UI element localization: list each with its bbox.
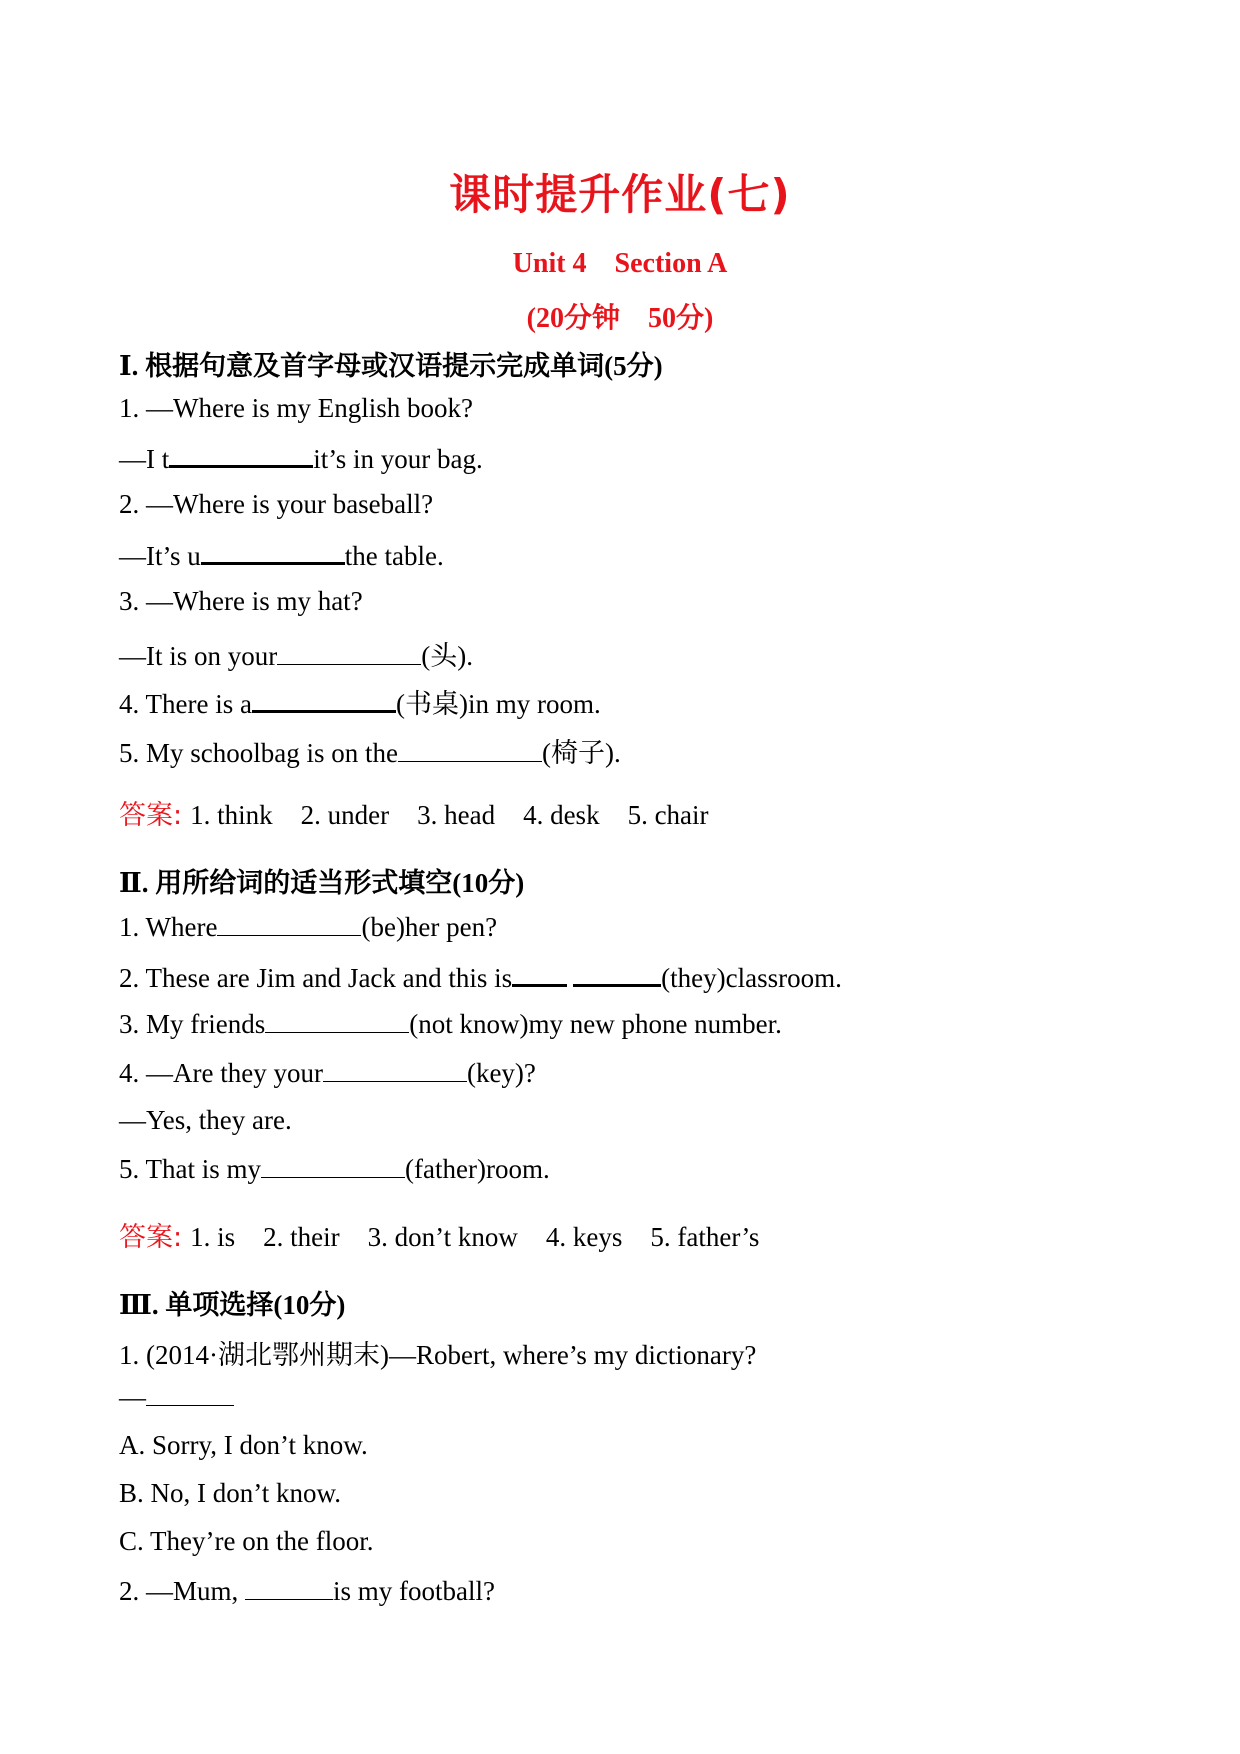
answer-blank[interactable] [146, 1381, 234, 1406]
s1-q2b-pre: —It’s u [119, 541, 201, 571]
s3-option-b: B. No, I don’t know. [119, 1478, 341, 1508]
s1-q3b-pre: —It is on your [119, 641, 278, 671]
answer-blank[interactable] [217, 911, 361, 936]
section2-heading: Ⅱ. 用所给词的适当形式填空(10分) [119, 868, 525, 898]
s2-q4a [119, 1057, 536, 1089]
s3-q1-reply [119, 1381, 234, 1413]
s1-q3b-post: (头). [421, 641, 473, 671]
s2-q5-post: (father)room. [405, 1154, 550, 1184]
answer-blank[interactable] [261, 1153, 405, 1178]
s1-q2b-post: the table. [344, 541, 444, 571]
s1-q3b [119, 634, 473, 673]
s1-q1b-post: it’s in your bag. [313, 444, 483, 474]
s1-q5-pre: 5. My schoolbag is on the [119, 738, 398, 768]
answer-item: 1. is [190, 1222, 236, 1252]
s2-q1-pre: 1. Where [119, 912, 218, 942]
answer-blank[interactable] [169, 441, 313, 468]
answer-label: 答案: [119, 800, 183, 831]
answer-item: 5. father’s [650, 1222, 760, 1252]
page-title: 课时提升作业(七) [449, 170, 791, 219]
s2-q3 [119, 1008, 782, 1040]
s1-q2a: 2. —Where is your baseball? [119, 489, 434, 519]
answer-blank[interactable] [252, 686, 396, 713]
s1-q1b-pre: —I t [119, 444, 170, 474]
s1-q5 [119, 731, 621, 770]
s3-q2-post: is my football? [333, 1576, 495, 1606]
answer-label: 答案: [119, 1222, 183, 1253]
answer-blank[interactable] [245, 1575, 333, 1600]
answer-item: 2. under [300, 800, 390, 830]
answer-blank[interactable] [512, 960, 567, 987]
time-line: (20分钟 50分) [526, 303, 714, 334]
answer-item: 3. don’t know [367, 1222, 518, 1252]
s1-q2b [119, 538, 444, 572]
s2-q4b: —Yes, they are. [119, 1105, 292, 1135]
answer-blank[interactable] [398, 737, 542, 762]
s1-q1b [119, 441, 483, 475]
answer-blank[interactable] [323, 1057, 467, 1082]
answer-blank[interactable] [277, 640, 421, 665]
s2-answers [119, 1215, 787, 1254]
answer-item: 1. think [190, 800, 273, 830]
s2-q4a-pre: 4. —Are they your [119, 1058, 323, 1088]
s1-answers [119, 793, 737, 832]
answer-blank[interactable] [573, 960, 661, 987]
s1-q4-pre: 4. There is a [119, 689, 252, 719]
unit-line: Unit 4 Section A [512, 248, 728, 279]
s1-q3a: 3. —Where is my hat? [119, 586, 363, 616]
section3-heading: Ⅲ. 单项选择(10分) [119, 1290, 346, 1320]
section1-heading: Ⅰ. 根据句意及首字母或汉语提示完成单词(5分) [119, 351, 663, 381]
s3-q2-pre: 2. —Mum, [119, 1576, 239, 1606]
s2-q5 [119, 1153, 550, 1185]
s1-q4-post: (书桌)in my room. [395, 689, 601, 719]
answer-blank[interactable] [265, 1008, 409, 1033]
s1-q1a: 1. —Where is my English book? [119, 393, 473, 423]
s2-q4a-post: (key)? [466, 1058, 536, 1088]
answer-item: 4. desk [523, 800, 600, 830]
answer-blank[interactable] [201, 538, 345, 565]
s2-q2 [119, 960, 842, 994]
s2-q1 [119, 911, 497, 943]
s2-q1-post: (be)her pen? [361, 912, 498, 942]
s3-q2 [119, 1575, 495, 1607]
s2-q3-post: (not know)my new phone number. [409, 1009, 782, 1039]
s2-q5-pre: 5. That is my [119, 1154, 262, 1184]
answer-item: 4. keys [545, 1222, 623, 1252]
answer-item: 2. their [263, 1222, 340, 1252]
s3-option-a: A. Sorry, I don’t know. [119, 1430, 368, 1460]
s1-q4 [119, 682, 601, 721]
s3-q1: 1. (2014·湖北鄂州期末)—Robert, where’s my dictionary? [119, 1340, 757, 1370]
s2-q2-pre: 2. These are Jim and Jack and this is [119, 963, 513, 993]
s1-q5-post: (椅子). [541, 738, 621, 768]
s3-q1-reply-dash: — [119, 1382, 146, 1412]
s2-q3-pre: 3. My friends [119, 1009, 266, 1039]
answer-item: 5. chair [627, 800, 709, 830]
answer-item: 3. head [417, 800, 496, 830]
s2-q2-post: (they)classroom. [661, 963, 842, 993]
s3-option-c: C. They’re on the floor. [119, 1526, 374, 1556]
